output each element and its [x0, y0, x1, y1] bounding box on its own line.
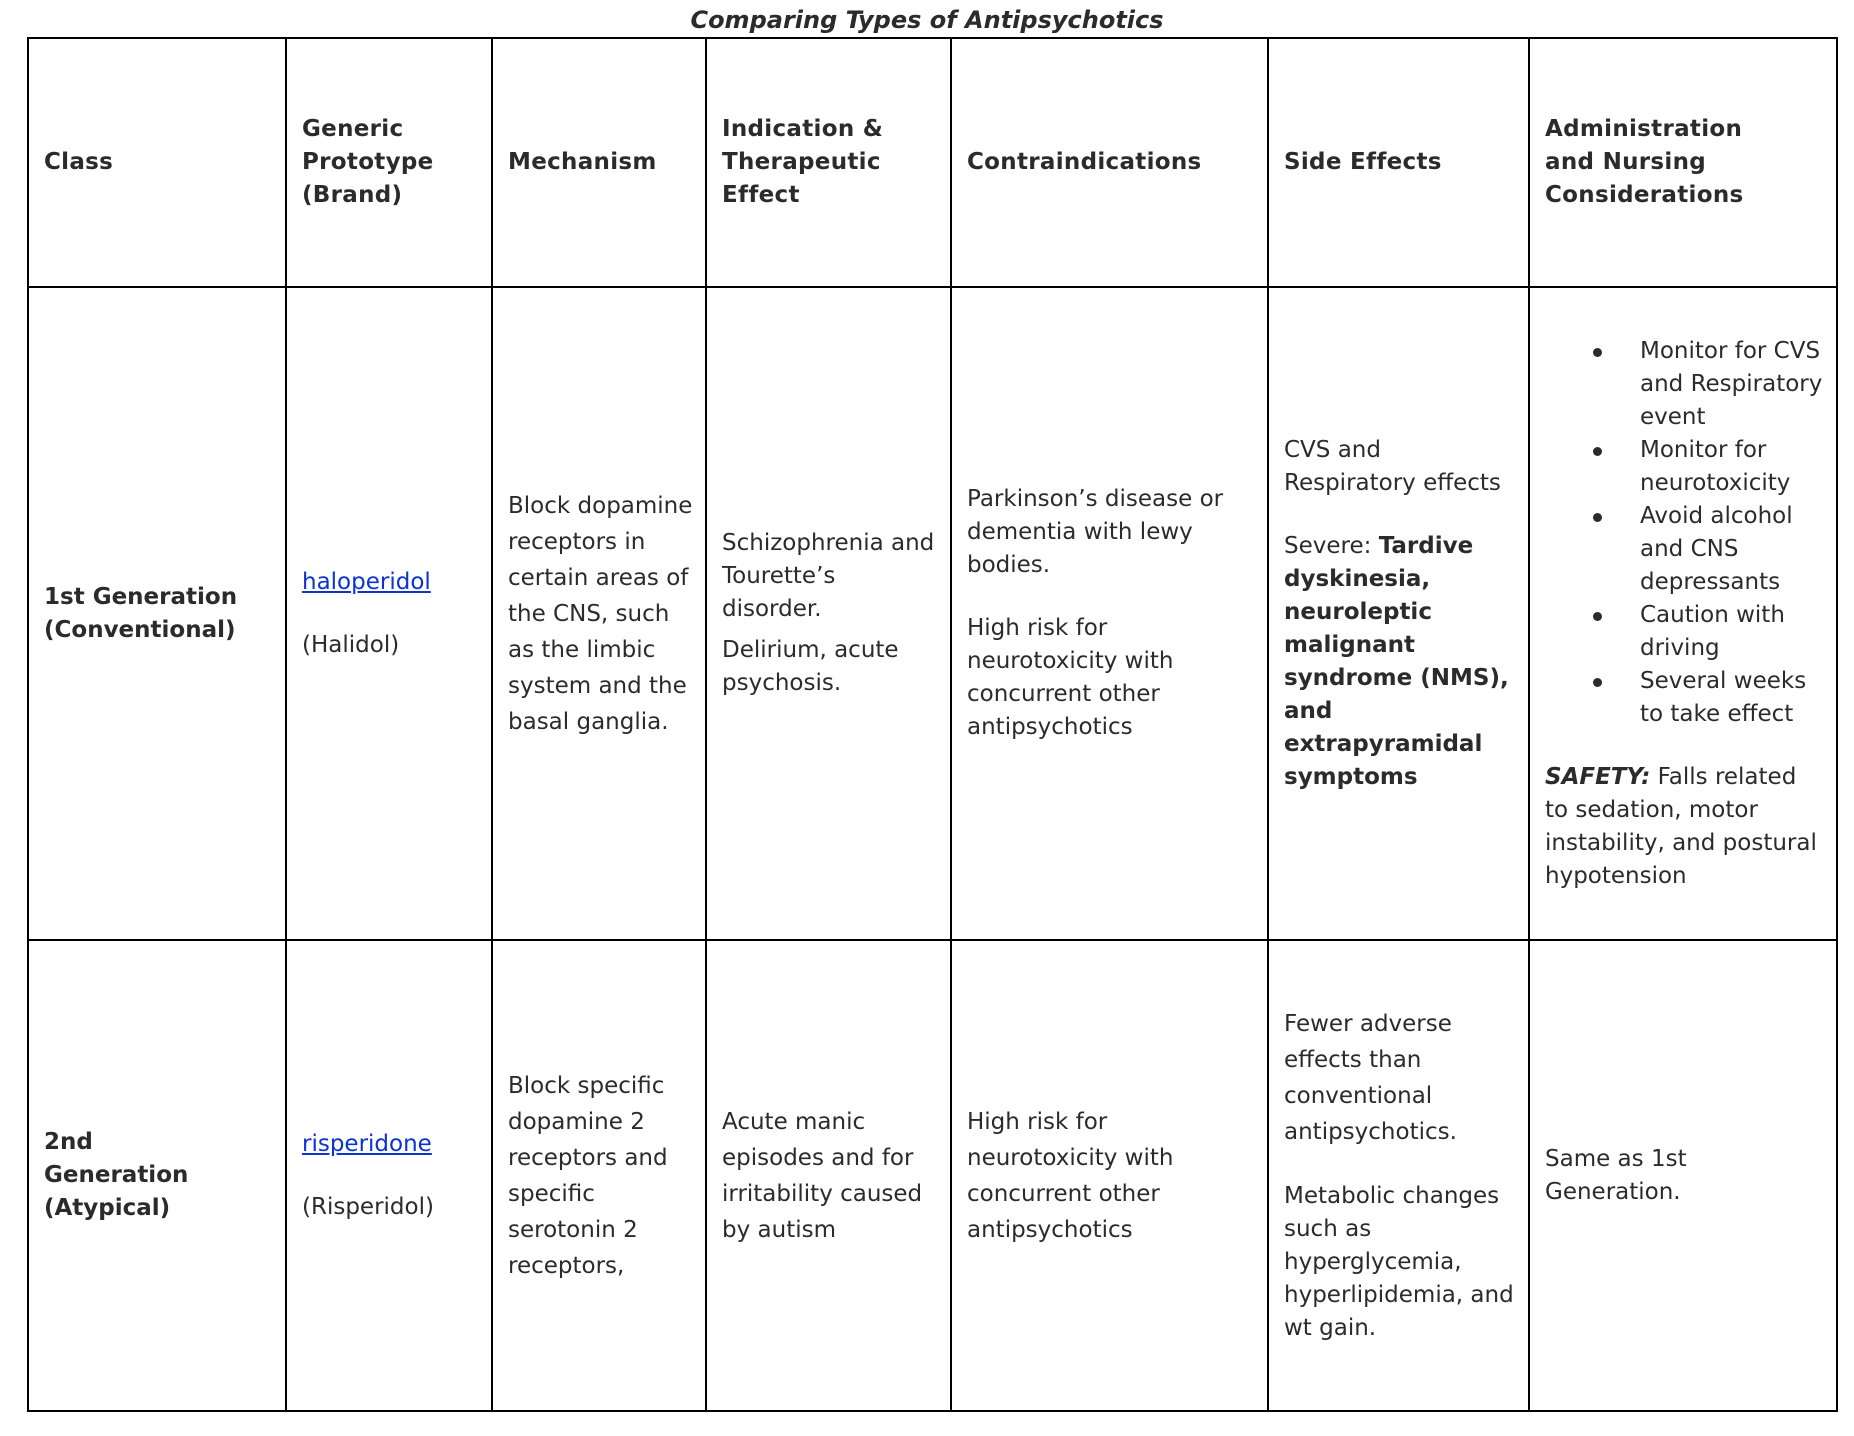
mechanism-cell — [492, 940, 706, 1411]
side-effects-cell — [1268, 940, 1529, 1411]
safety-text: Falls related to sedation, motor instability, and postural hypotension — [1545, 763, 1817, 889]
severe-side-effects — [1284, 530, 1516, 794]
mechanism-text: Block specific dopamine 2 receptors and specific serotonin 2 receptors, — [508, 1072, 668, 1279]
brand-name: (Halidol) — [302, 631, 400, 658]
generic-cell — [286, 940, 492, 1411]
list-item: Several weeks to take effect — [1640, 665, 1824, 731]
side-effects-text: CVS and Respiratory effects — [1284, 436, 1501, 496]
administration-cell — [1529, 287, 1837, 940]
class-cell: 2nd Generation (Atypical) — [28, 940, 286, 1411]
header-side-effects: Side Effects — [1268, 38, 1529, 287]
severe-label: Severe: — [1284, 532, 1372, 559]
mechanism-text: Block dopamine receptors in certain areas of the CNS, such as the limbic system and the basal ganglia. — [508, 492, 693, 735]
list-item: Avoid alcohol and CNS depressants — [1640, 500, 1824, 599]
indication-cell — [706, 940, 951, 1411]
table-row — [28, 287, 1837, 940]
safety-note — [1545, 761, 1824, 893]
administration-list — [1545, 335, 1824, 731]
administration-text: Same as 1st Generation. — [1545, 1145, 1687, 1205]
antipsychotics-table — [27, 37, 1838, 1412]
side-effects-text: Fewer adverse effects than conventional antipsychotics. — [1284, 1011, 1457, 1145]
indication-cell — [706, 287, 951, 940]
header-administration: Administration and Nursing Considerations — [1529, 38, 1837, 287]
header-mechanism: Mechanism — [492, 38, 706, 287]
indication-text: Schizophrenia and Tourette’s disorder. — [722, 530, 935, 622]
header-generic-prototype: Generic Prototype (Brand) — [286, 38, 492, 287]
contraindications-cell — [951, 940, 1268, 1411]
header-class: Class — [28, 38, 286, 287]
severe-text: Tardive dyskinesia, neuroleptic malignant syndrome (NMS), and extrapyramidal symptoms — [1284, 532, 1509, 790]
list-item: Caution with driving — [1640, 599, 1824, 665]
table-row — [28, 940, 1837, 1411]
brand-name: (Risperidol) — [302, 1193, 434, 1220]
safety-label: SAFETY: — [1545, 763, 1651, 790]
administration-cell — [1529, 940, 1837, 1411]
mechanism-cell — [492, 287, 706, 940]
header-indication: Indication & Therapeutic Effect — [706, 38, 951, 287]
header-contraindications: Contraindications — [951, 38, 1268, 287]
haloperidol-link[interactable]: haloperidol — [302, 568, 431, 595]
class-cell: 1st Generation (Conventional) — [28, 287, 286, 940]
contraindication-text: High risk for neurotoxicity with concurrent other antipsychotics — [967, 615, 1174, 740]
page-title: Comparing Types of Antipsychotics — [690, 6, 1164, 34]
list-item: Monitor for neurotoxicity — [1640, 434, 1824, 500]
contraindication-text: Parkinson’s disease or dementia with lewy bodies. — [967, 486, 1224, 578]
contraindication-text: High risk for neurotoxicity with concurrent other antipsychotics — [967, 1108, 1174, 1243]
indication-text: Acute manic episodes and for irritability caused by autism — [722, 1108, 923, 1243]
side-effects-text: Metabolic changes such as hyperglycemia, hyperlipidemia, and wt gain. — [1284, 1183, 1514, 1341]
side-effects-cell — [1268, 287, 1529, 940]
generic-cell — [286, 287, 492, 940]
indication-text: Delirium, acute psychosis. — [722, 637, 899, 696]
header-row — [28, 38, 1837, 287]
list-item: Monitor for CVS and Respiratory event — [1640, 335, 1824, 434]
contraindications-cell — [951, 287, 1268, 940]
risperidone-link[interactable]: risperidone — [302, 1130, 432, 1157]
